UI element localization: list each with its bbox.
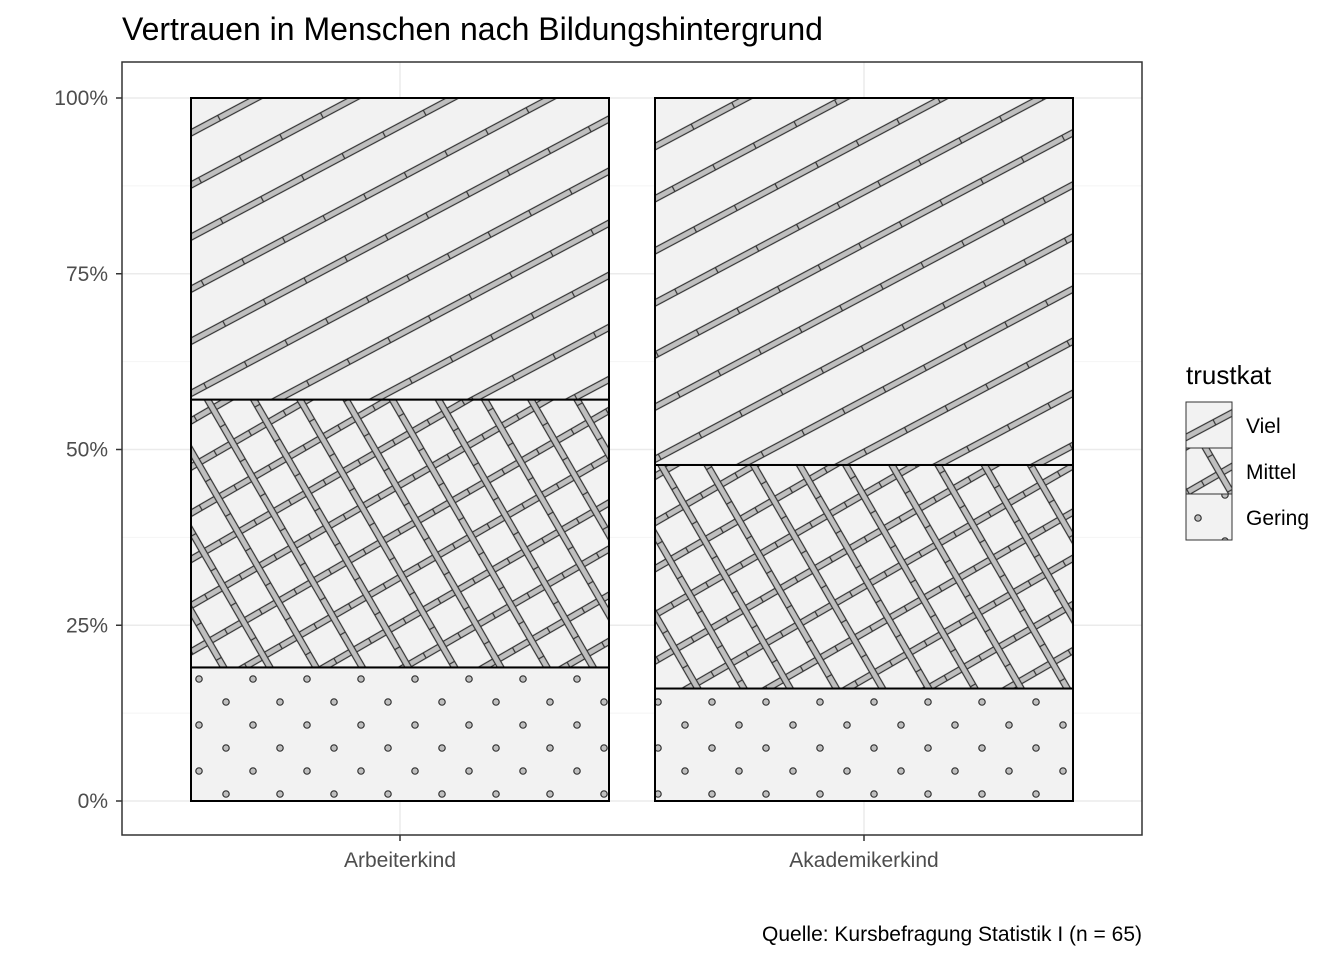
legend bbox=[1186, 360, 1309, 540]
bar-akademikerkind-gering bbox=[655, 689, 1073, 801]
y-tick-label: 100% bbox=[54, 87, 108, 110]
y-tick-label: 25% bbox=[65, 614, 108, 638]
caption: Quelle: Kursbefragung Statistik I (n = 65) bbox=[762, 923, 1142, 946]
legend-label-mittel: Mittel bbox=[1246, 461, 1297, 484]
x-tick-label: Arbeiterkind bbox=[343, 849, 457, 872]
legend-key-mittel bbox=[1186, 448, 1232, 494]
legend-label-gering: Gering bbox=[1246, 507, 1310, 530]
bar-akademikerkind-mittel bbox=[655, 465, 1073, 689]
legend-title: trustkat bbox=[1186, 360, 1272, 390]
legend-label-viel: Viel bbox=[1246, 415, 1281, 438]
legend-key-gering bbox=[1186, 494, 1232, 540]
y-tick-label: 50% bbox=[65, 438, 108, 462]
chart-title: Vertrauen in Menschen nach Bildungshintergrund bbox=[122, 11, 823, 47]
y-tick-label: 75% bbox=[65, 262, 108, 286]
bar-arbeiterkind-mittel bbox=[191, 400, 609, 668]
legend-key-viel bbox=[1186, 402, 1232, 448]
x-axis bbox=[344, 835, 939, 872]
bar-arbeiterkind-gering bbox=[191, 667, 609, 801]
y-tick-label: 0% bbox=[77, 790, 108, 813]
bar-akademikerkind-viel bbox=[655, 98, 1073, 465]
x-tick-label: Akademikerkind bbox=[789, 849, 939, 872]
bar-arbeiterkind-viel bbox=[191, 98, 609, 400]
y-axis bbox=[54, 87, 122, 813]
